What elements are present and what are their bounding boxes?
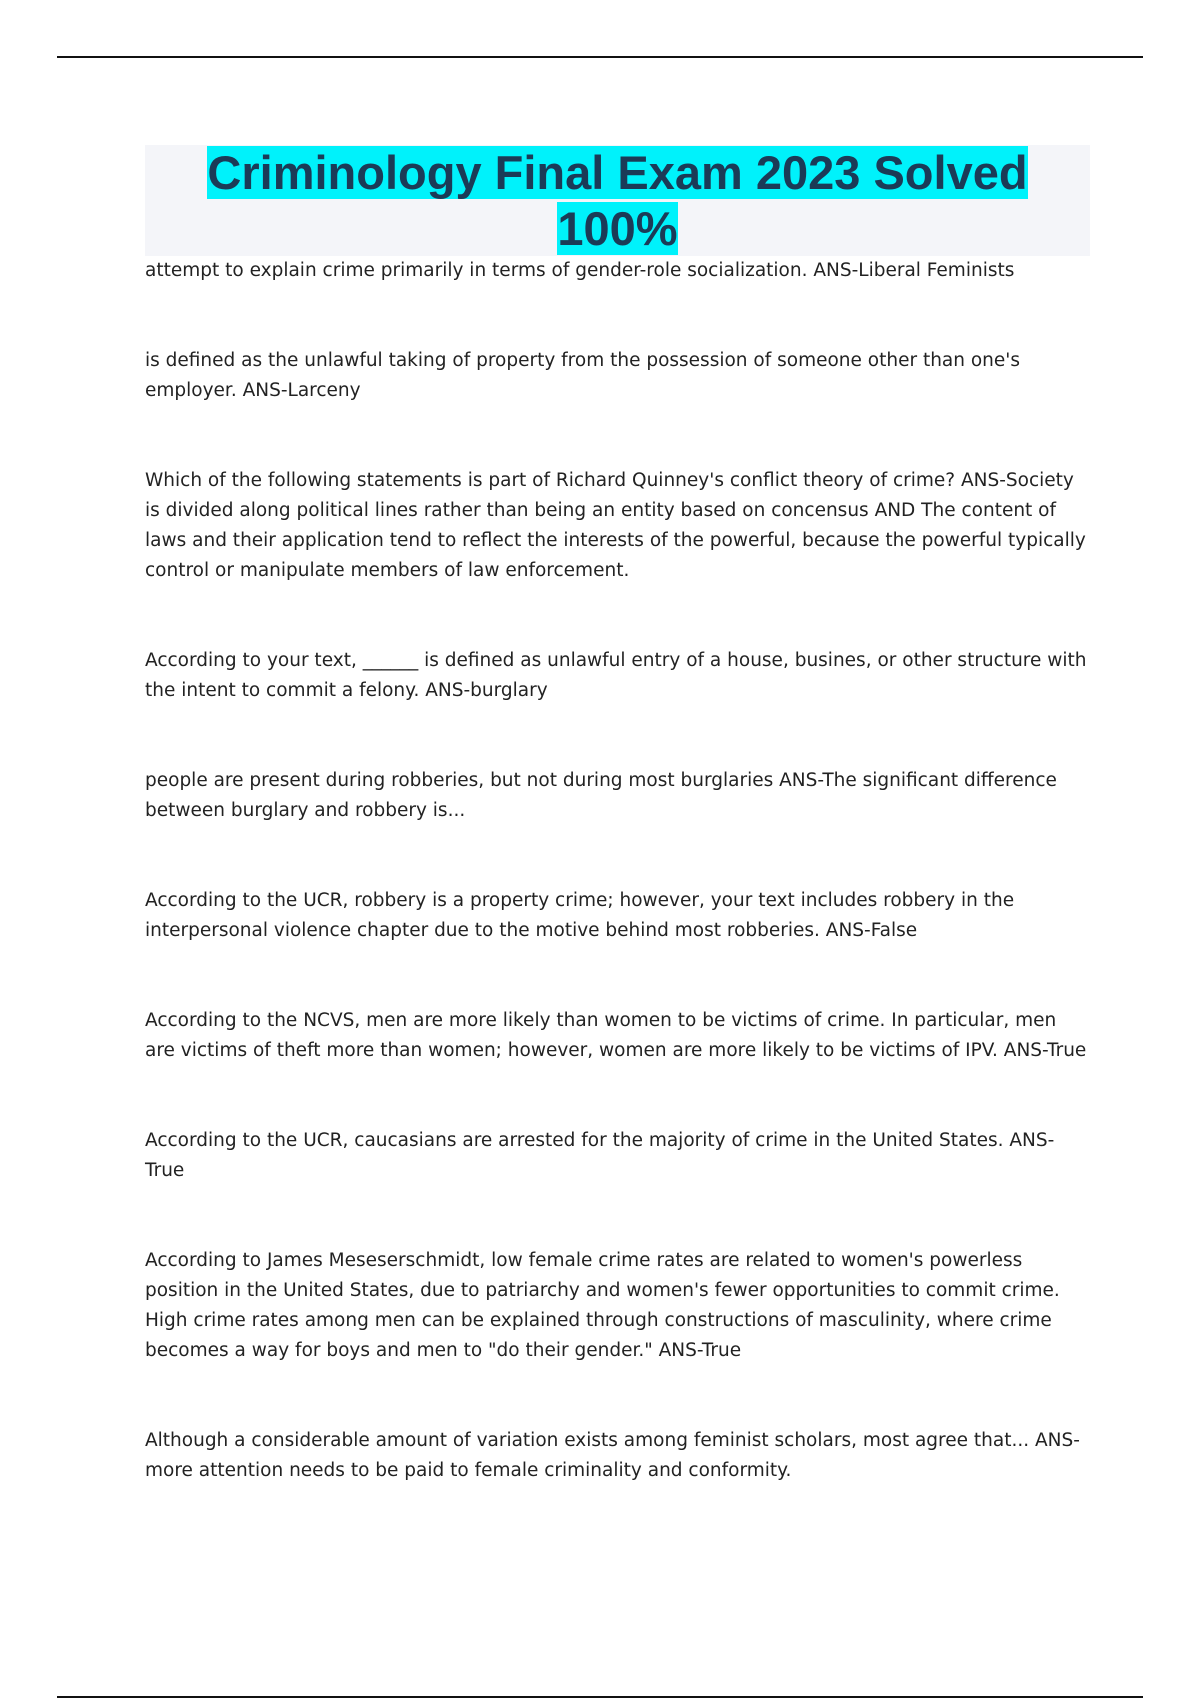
qa-item: According to the UCR, caucasians are arrested for the majority of crime in the United States. ANS-True: [145, 1130, 1055, 1181]
qa-item: According to the NCVS, men are more likely than women to be victims of crime. In particular, men are victims of theft more than women; however, women are more likely to be victims of IPV. ANS-True: [145, 1010, 1087, 1061]
qa-list: [145, 256, 1090, 1486]
qa-item: people are present during robberies, but not during most burglaries ANS-The significant difference between burglary and robbery is...: [145, 770, 1057, 821]
qa-item: According to the UCR, robbery is a property crime; however, your text includes robbery in the interpersonal violence chapter due to the motive behind most robberies. ANS-False: [145, 890, 1015, 941]
qa-item: Which of the following statements is part of Richard Quinney's conflict theory of crime? ANS-Society is divided along political lines rather than being an entity based on concensus AND The content of laws and their application tend to reflect the interests of the powerful, because the powerful typically control or manipulate members of law enforcement.: [145, 470, 1086, 581]
document-title-text: Criminology Final Exam 2023 Solved 100%: [207, 146, 1028, 255]
top-rule: [57, 56, 1143, 58]
qa-item: is defined as the unlawful taking of property from the possession of someone other than one's employer. ANS-Larceny: [145, 350, 1021, 401]
qa-item: attempt to explain crime primarily in terms of gender-role socialization. ANS-Liberal Feminists: [145, 260, 1015, 281]
document-title: [145, 145, 1090, 257]
bottom-rule: [57, 1696, 1143, 1698]
qa-item: Although a considerable amount of variation exists among feminist scholars, most agree that... ANS-more attention needs to be paid to female criminality and conformity.: [145, 1430, 1080, 1481]
qa-item: According to James Meseserschmidt, low female crime rates are related to women's powerless position in the United States, due to patriarchy and women's fewer opportunities to commit crime. High crime rates among men can be explained through constructions of masculinity, where crime becomes a way for boys and men to "do their gender." ANS-True: [145, 1250, 1060, 1361]
qa-item: According to your text, ______ is defined as unlawful entry of a house, busines, or other structure with the intent to commit a felony. ANS-burglary: [145, 650, 1087, 701]
